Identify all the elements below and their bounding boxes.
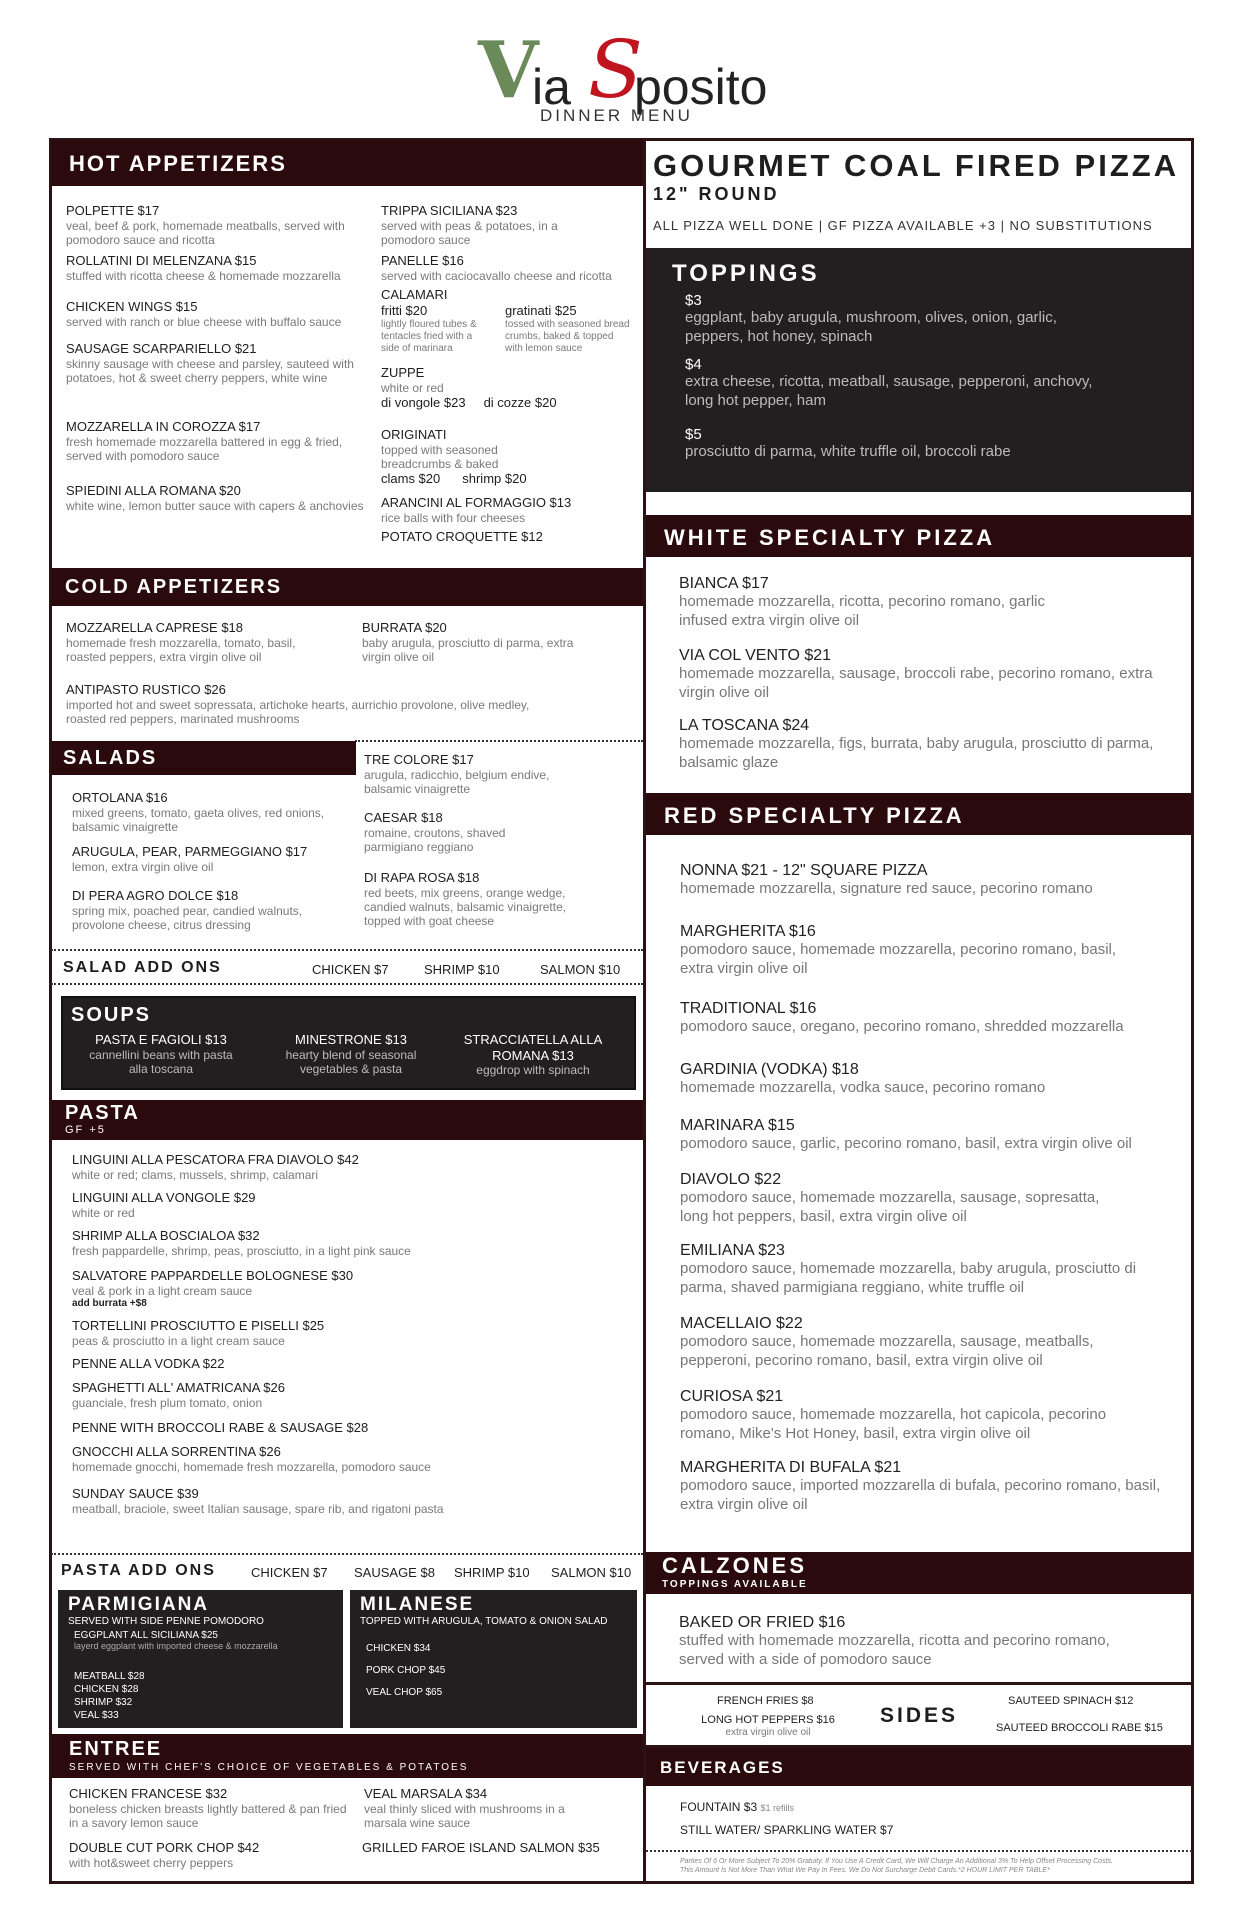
menu-item xyxy=(72,1420,502,1444)
originati-clams: clams $20 xyxy=(381,471,441,487)
menu-item xyxy=(381,495,631,529)
pasta-addon: SAUSAGE $8 xyxy=(354,1565,435,1580)
menu-item xyxy=(66,341,366,419)
parmigiana-box xyxy=(58,1590,343,1728)
menu-item xyxy=(66,483,366,513)
item-desc: stuffed with ricotta cheese & homemade mozzarella xyxy=(66,268,341,283)
calzones-subtitle: TOPPINGS AVAILABLE xyxy=(662,1579,808,1590)
item-name: SPAGHETTI ALL' AMATRICANA $26 xyxy=(72,1380,285,1395)
item-name: MOZZARELLA CAPRESE $18 xyxy=(66,620,244,635)
item-name: MARINARA $15 xyxy=(680,1117,795,1134)
item-name: ANTIPASTO RUSTICO $26 xyxy=(66,682,226,697)
item-name: ARANCINI AL FORMAGGIO $13 xyxy=(381,495,572,510)
salad-addons-title: SALAD ADD ONS xyxy=(63,959,222,976)
item-desc: pomodoro sauce, imported mozzarella di bufala, pecorino romano, basil, extra virgin olive oil xyxy=(680,1477,1161,1513)
item-desc: white wine, lemon butter sauce with capers & anchovies xyxy=(66,498,364,513)
pasta-addon: SALMON $10 xyxy=(551,1565,632,1580)
dotted-divider xyxy=(51,949,643,951)
item-name: CHICKEN FRANCESE $32 xyxy=(69,1786,228,1801)
menu-item xyxy=(66,299,366,341)
item-desc: peas & prosciutto in a light cream sauce xyxy=(72,1333,285,1348)
item-desc: homemade mozzarella, figs, burrata, baby arugula, prosciutto di parma, balsamic glaze xyxy=(679,735,1154,771)
milanese-box xyxy=(350,1590,637,1728)
item-name: TRE COLORE $17 xyxy=(364,752,474,767)
menu-item xyxy=(364,752,594,810)
parmigiana-first: EGGPLANT ALL SICILIANA $25 xyxy=(74,1630,218,1641)
menu-item xyxy=(72,1318,502,1356)
white-pizza-list xyxy=(679,574,1159,773)
soups-box xyxy=(61,996,636,1090)
item-name: SALVATORE PAPPARDELLE BOLOGNESE $30 xyxy=(72,1268,354,1283)
menu-item xyxy=(72,844,344,888)
item-name: DOUBLE CUT PORK CHOP $42 xyxy=(69,1840,260,1855)
item-name: GRILLED FAROE ISLAND SALMON $35 xyxy=(362,1840,600,1855)
fountain-item xyxy=(680,1800,794,1814)
item-desc: arugula, radicchio, belgium endive, balsamic vinaigrette xyxy=(364,767,550,796)
item-name: SHRIMP ALLA BOSCIALOA $32 xyxy=(72,1228,260,1243)
item-desc: stuffed with homemade mozzarella, ricotta and pecorino romano, served with a side of pomodoro sauce xyxy=(679,1632,1110,1668)
menu-item xyxy=(362,620,602,664)
menu-item xyxy=(364,870,594,929)
milanese-title: MILANESE xyxy=(360,1594,475,1615)
item-desc: pomodoro sauce, homemade mozzarella, hot capicola, pecorino romano, Mike's Hot Honey, basil, extra virgin olive oil xyxy=(680,1406,1107,1442)
item-name: DIAVOLO $22 xyxy=(680,1171,782,1188)
add-burrata: add burrata +$8 xyxy=(72,1297,147,1309)
logo-v: V xyxy=(478,25,539,116)
item-name: VEAL MARSALA $34 xyxy=(364,1786,488,1801)
menu-item xyxy=(680,1116,1170,1170)
fine-print-line: This Amount Is Not More Than What We Pay In Fees. We Do Not Surcharge Debit Cards.*2 HOUR LIMIT PER TABLE* xyxy=(680,1867,1050,1875)
dotted-divider xyxy=(51,983,643,985)
item-name: FOUNTAIN $3 xyxy=(680,1800,758,1814)
menu-item xyxy=(72,1380,502,1420)
menu-item xyxy=(680,1170,1170,1241)
item-name: BIANCA $17 xyxy=(679,575,769,592)
parmigiana-item: SHRIMP $32 xyxy=(74,1697,133,1708)
calzones-title: CALZONES xyxy=(662,1553,807,1578)
item-name: BURRATA $20 xyxy=(362,620,447,635)
item-name: DI RAPA ROSA $18 xyxy=(364,870,480,885)
menu-item xyxy=(381,253,631,287)
item-name: SPIEDINI ALLA ROMANA $20 xyxy=(66,483,241,498)
item-name: STRACCIATELLA ALLA ROMANA $13 xyxy=(463,1032,603,1063)
item-name: PASTA E FAGIOLI $13 xyxy=(95,1032,227,1047)
red-pizza-header xyxy=(646,793,1192,835)
topping-list: prosciutto di parma, white truffle oil, broccoli rabe xyxy=(685,443,1011,460)
logo-ia: ia xyxy=(532,59,571,115)
menu-item xyxy=(72,1356,502,1380)
item-name: LA TOSCANA $24 xyxy=(679,717,810,734)
topping-tier xyxy=(685,426,1115,462)
item-desc: red beets, mix greens, orange wedge, candied walnuts, balsamic vinaigrette, topped with goat cheese xyxy=(364,885,567,929)
item-name: PENNE ALLA VODKA $22 xyxy=(72,1356,225,1371)
menu-item xyxy=(679,574,1159,646)
item-desc: veal, beef & pork, homemade meatballs, served with pomodoro sauce and ricotta xyxy=(66,218,345,247)
item-name: LINGUINI ALLA VONGOLE $29 xyxy=(72,1190,256,1205)
menu-item xyxy=(66,682,536,726)
logo-s: S xyxy=(588,23,643,116)
item-desc: fresh pappardelle, shrimp, peas, prosciutto, in a light pink sauce xyxy=(72,1243,411,1258)
pizza-note: ALL PIZZA WELL DONE | GF PIZZA AVAILABLE +3 | NO SUBSTITUTIONS xyxy=(653,218,1153,233)
item-desc: served with peas & potatoes, in a pomodoro sauce xyxy=(381,218,558,247)
item-name: LONG HOT PEPPERS $16 xyxy=(701,1714,835,1726)
menu-item xyxy=(680,922,1170,999)
menu-item xyxy=(66,253,366,299)
salad-addon: SHRIMP $10 xyxy=(424,962,500,977)
fine-print-line: Parties Of 6 Or More Subject To 20% Gratuity. If You Use A Credit Card, We Will Charge An Additional 3% To Help Offset Processing Costs. xyxy=(680,1858,1113,1865)
item-desc: served with caciocavallo cheese and ricotta xyxy=(381,268,612,283)
item-desc: white or red xyxy=(72,1205,135,1220)
pasta-subtitle: GF +5 xyxy=(65,1124,106,1136)
menu-item xyxy=(72,1268,502,1318)
menu-item xyxy=(72,1228,502,1268)
fritti-desc: lightly floured tubes & tentacles fried with a side of marinara xyxy=(381,318,477,354)
pizza-round: 12" ROUND xyxy=(653,184,780,204)
logo-rest: posito xyxy=(634,59,768,115)
menu-item xyxy=(679,716,1159,773)
beverages-title: BEVERAGES xyxy=(660,1758,785,1777)
item-desc: pomodoro sauce, garlic, pecorino romano, basil, extra virgin olive oil xyxy=(680,1135,1132,1153)
pasta-addon: SHRIMP $10 xyxy=(454,1565,530,1580)
dotted-divider xyxy=(51,1553,643,1555)
topping-tier xyxy=(685,292,1115,356)
parmigiana-first-desc: layerd eggplant with imported cheese & mozzarella xyxy=(74,1641,278,1651)
salads-header xyxy=(51,741,356,775)
menu-item xyxy=(679,646,1159,716)
item-name: MINESTRONE $13 xyxy=(295,1032,407,1047)
white-pizza-title: WHITE SPECIALTY PIZZA xyxy=(664,525,996,550)
parmigiana-item: CHICKEN $28 xyxy=(74,1684,139,1695)
topping-price: $3 xyxy=(685,292,702,309)
item-desc: white or red xyxy=(381,380,444,395)
soups-title: SOUPS xyxy=(71,1004,152,1026)
item-desc: pomodoro sauce, homemade mozzarella, sausage, sopresatta, long hot peppers, basil, extra virgin olive oil xyxy=(680,1189,1100,1225)
item-desc: pomodoro sauce, homemade mozzarella, sausage, meatballs, pepperoni, pecorino romano, basil, extra virgin olive oil xyxy=(680,1333,1094,1369)
salads-right-list xyxy=(364,752,594,929)
item-desc: homemade mozzarella, signature red sauce, pecorino romano xyxy=(680,880,1093,898)
item-desc: homemade mozzarella, vodka sauce, pecorino romano xyxy=(680,1079,1046,1097)
item-name: NONNA $21 - 12" SQUARE PIZZA xyxy=(680,862,928,879)
toppings-box xyxy=(646,248,1192,492)
white-pizza-header xyxy=(646,515,1192,557)
originati-item xyxy=(381,427,631,495)
potato-croquette: POTATO CROQUETTE $12 xyxy=(381,529,543,544)
item-desc: served with ranch or blue cheese with buffalo sauce xyxy=(66,314,342,329)
menu-item xyxy=(364,810,594,870)
item-desc: veal thinly sliced with mushrooms in a marsala wine sauce xyxy=(364,1801,565,1830)
milanese-item: PORK CHOP $45 xyxy=(366,1665,446,1676)
item-name: LINGUINI ALLA PESCATORA FRA DIAVOLO $42 xyxy=(72,1152,359,1167)
refills-note: $1 refills xyxy=(760,1803,794,1813)
topping-price: $5 xyxy=(685,426,702,443)
item-desc: pomodoro sauce, homemade mozzarella, baby arugula, prosciutto di parma, shaved parmigiana reggiano, white truffle oil xyxy=(680,1260,1137,1296)
parmigiana-item: MEATBALL $28 xyxy=(74,1671,145,1682)
pasta-header xyxy=(51,1100,643,1140)
item-desc: cannellini beans with pasta alla toscana xyxy=(89,1047,233,1076)
beverages-header xyxy=(646,1748,1192,1786)
item-desc: homemade fresh mozzarella, tomato, basil, roasted peppers, extra virgin olive oil xyxy=(66,635,296,664)
entree-header xyxy=(51,1734,643,1778)
item-desc: lemon, extra virgin olive oil xyxy=(72,859,214,874)
item-desc: spring mix, poached pear, candied walnuts, provolone cheese, citrus dressing xyxy=(72,903,303,932)
item-desc: boneless chicken breasts lightly battered & pan fried in a savory lemon sauce xyxy=(69,1801,347,1830)
item-desc: white or red; clams, mussels, shrimp, calamari xyxy=(72,1167,319,1182)
menu-item xyxy=(680,1314,1170,1387)
side-item: SAUTEED SPINACH $12 xyxy=(1008,1695,1134,1707)
item-name: TRIPPA SICILIANA $23 xyxy=(381,203,518,218)
milanese-item: CHICKEN $34 xyxy=(366,1643,431,1654)
item-name: ARUGULA, PEAR, PARMEGGIANO $17 xyxy=(72,844,308,859)
originati-shrimp: shrimp $20 xyxy=(462,471,527,487)
soup-item xyxy=(458,1032,608,1078)
menu-item xyxy=(679,1613,1159,1670)
soup-item xyxy=(81,1032,241,1076)
dotted-divider xyxy=(355,740,643,742)
item-name: CURIOSA $21 xyxy=(680,1388,784,1405)
topping-price: $4 xyxy=(685,356,702,373)
fine-print xyxy=(680,1857,1180,1875)
toppings-title: TOPPINGS xyxy=(672,260,820,287)
item-name: SAUSAGE SCARPARIELLO $21 xyxy=(66,341,257,356)
item-desc: baby arugula, prosciutto di parma, extra virgin olive oil xyxy=(362,635,574,664)
logo-subtitle: DINNER MENU xyxy=(540,106,693,125)
item-name: ORIGINATI xyxy=(381,427,447,442)
item-desc: fresh homemade mozzarella battered in egg & fried, served with pomodoro sauce xyxy=(66,434,343,463)
salad-addon: SALMON $10 xyxy=(540,962,621,977)
zuppe-item xyxy=(381,365,631,427)
cold-appetizers-header xyxy=(51,568,643,606)
item-name: SUNDAY SAUCE $39 xyxy=(72,1486,199,1501)
item-desc: hearty blend of seasonal vegetables & pasta xyxy=(285,1047,417,1076)
menu-item xyxy=(680,861,1170,922)
menu-item xyxy=(680,1458,1170,1515)
fritti-label: fritti $20 xyxy=(381,303,428,318)
parmigiana-item: VEAL $33 xyxy=(74,1710,119,1721)
section-divider xyxy=(646,1682,1192,1685)
pasta-list xyxy=(72,1152,502,1516)
hot-appetizers-header xyxy=(51,140,643,186)
item-name: ZUPPE xyxy=(381,365,425,380)
item-desc: topped with seasoned breadcrumbs & baked xyxy=(381,442,499,471)
item-desc: skinny sausage with cheese and parsley, sauteed with potatoes, hot & sweet cherry peppers, white wine xyxy=(66,356,354,385)
red-pizza-list xyxy=(680,861,1170,1515)
item-name: PENNE WITH BROCCOLI RABE & SAUSAGE $28 xyxy=(72,1420,369,1435)
sides-title: SIDES xyxy=(880,1704,959,1727)
item-name: ORTOLANA $16 xyxy=(72,790,168,805)
pizza-title: GOURMET COAL FIRED PIZZA xyxy=(653,148,1180,183)
item-name: POLPETTE $17 xyxy=(66,203,160,218)
menu-item xyxy=(362,1840,622,1856)
item-name: TORTELLINI PROSCIUTTO E PISELLI $25 xyxy=(72,1318,325,1333)
menu-item xyxy=(72,888,344,932)
gratinati-label: gratinati $25 xyxy=(505,303,577,318)
menu-item xyxy=(72,1486,452,1516)
parmigiana-subtitle: SERVED WITH SIDE PENNE POMODORO xyxy=(68,1616,264,1627)
hot-right-list xyxy=(381,203,631,545)
menu-item xyxy=(72,1190,502,1228)
menu-item xyxy=(680,1387,1170,1458)
pasta-addon: CHICKEN $7 xyxy=(251,1565,328,1580)
pasta-title: PASTA xyxy=(65,1102,140,1124)
milanese-subtitle: TOPPED WITH ARUGULA, TOMATO & ONION SALAD xyxy=(360,1616,608,1627)
item-name: GARDINIA (VODKA) $18 xyxy=(680,1061,859,1078)
salad-addon: CHICKEN $7 xyxy=(312,962,389,977)
cold-appetizers-title: COLD APPETIZERS xyxy=(65,576,283,598)
calzones-header xyxy=(646,1552,1192,1594)
item-desc: extra virgin olive oil xyxy=(725,1727,811,1739)
calamari-item xyxy=(381,287,631,365)
gratinati-desc: tossed with seasoned bread crumbs, baked & topped with lemon sauce xyxy=(505,318,630,354)
item-name: TRADITIONAL $16 xyxy=(680,1000,817,1017)
water-item: STILL WATER/ SPARKLING WATER $7 xyxy=(680,1823,894,1837)
item-name: MARGHERITA DI BUFALA $21 xyxy=(680,1459,902,1476)
menu-item xyxy=(72,790,344,844)
hot-appetizers-title: HOT APPETIZERS xyxy=(69,151,287,176)
entree-subtitle: SERVED WITH CHEF'S CHOICE OF VEGETABLES & POTATOES xyxy=(69,1762,469,1773)
logo xyxy=(0,18,1243,128)
hot-left-list xyxy=(66,203,366,513)
item-desc: meatball, braciole, sweet Italian sausage, spare rib, and rigatoni pasta xyxy=(72,1501,444,1516)
item-name: CAESAR $18 xyxy=(364,810,443,825)
item-desc: guanciale, fresh plum tomato, onion xyxy=(72,1395,263,1410)
menu-item xyxy=(72,1444,502,1486)
item-name: PANELLE $16 xyxy=(381,253,464,268)
menu-item xyxy=(680,999,1170,1060)
dotted-divider xyxy=(646,1850,1192,1852)
menu-item xyxy=(69,1840,349,1870)
item-name: GNOCCHI ALLA SORRENTINA $26 xyxy=(72,1444,281,1459)
menu-item xyxy=(680,1241,1170,1314)
salads-title: SALADS xyxy=(63,747,158,769)
topping-tier xyxy=(685,356,1115,426)
menu-item xyxy=(66,419,366,483)
menu-item xyxy=(69,1786,349,1830)
item-name: MACELLAIO $22 xyxy=(680,1315,803,1332)
entree-title: ENTREE xyxy=(69,1738,163,1760)
item-desc: with hot&sweet cherry peppers xyxy=(69,1855,234,1870)
menu-item xyxy=(364,1786,594,1830)
item-name: VIA COL VENTO $21 xyxy=(679,647,832,664)
parmigiana-title: PARMIGIANA xyxy=(68,1594,210,1615)
pasta-addons-title: PASTA ADD ONS xyxy=(61,1562,216,1579)
item-name: CALAMARI xyxy=(381,287,448,302)
topping-list: eggplant, baby arugula, mushroom, olives, onion, garlic, peppers, hot honey, spinach xyxy=(685,309,1057,345)
item-desc: homemade mozzarella, sausage, broccoli rabe, pecorino romano, extra virgin olive oil xyxy=(679,665,1153,701)
menu-item xyxy=(66,620,326,664)
menu-item xyxy=(381,203,631,253)
side-item: FRENCH FRIES $8 xyxy=(717,1695,814,1707)
item-name: MOZZARELLA IN COROZZA $17 xyxy=(66,419,261,434)
item-desc: pomodoro sauce, homemade mozzarella, pecorino romano, basil, extra virgin olive oil xyxy=(680,941,1117,977)
menu-item xyxy=(680,1060,1170,1116)
item-desc: pomodoro sauce, oregano, pecorino romano, shredded mozzarella xyxy=(680,1018,1124,1036)
item-desc: eggdrop with spinach xyxy=(476,1063,590,1078)
salads-left-list xyxy=(72,790,344,932)
side-item: SAUTEED BROCCOLI RABE $15 xyxy=(996,1722,1163,1734)
item-name: BAKED OR FRIED $16 xyxy=(679,1614,846,1631)
zuppe-cozze: di cozze $20 xyxy=(483,394,557,410)
soup-item xyxy=(271,1032,431,1076)
menu-item xyxy=(72,1152,502,1190)
item-name: MARGHERITA $16 xyxy=(680,923,816,940)
side-item xyxy=(688,1714,848,1739)
item-desc: veal & pork in a light cream sauce xyxy=(72,1283,253,1298)
item-name: ROLLATINI DI MELENZANA $15 xyxy=(66,253,257,268)
item-desc: rice balls with four cheeses xyxy=(381,510,526,525)
item-desc: romaine, croutons, shaved parmigiano reggiano xyxy=(364,825,506,854)
zuppe-vongole: di vongole $23 xyxy=(381,394,466,410)
item-desc: homemade gnocchi, homemade fresh mozzarella, pomodoro sauce xyxy=(72,1459,431,1474)
item-desc: imported hot and sweet sopressata, artichoke hearts, aurrichio provolone, olive medley, roasted red peppers, marinated mushrooms xyxy=(66,697,530,726)
topping-list: extra cheese, ricotta, meatball, sausage, pepperoni, anchovy, long hot pepper, ham xyxy=(685,373,1093,409)
item-name: CHICKEN WINGS $15 xyxy=(66,299,198,314)
milanese-item: VEAL CHOP $65 xyxy=(366,1687,443,1698)
item-desc: mixed greens, tomato, gaeta olives, red onions, balsamic vinaigrette xyxy=(72,805,325,834)
menu-item xyxy=(66,203,366,253)
item-desc: homemade mozzarella, ricotta, pecorino romano, garlic infused extra virgin olive oil xyxy=(679,593,1045,629)
red-pizza-title: RED SPECIALTY PIZZA xyxy=(664,803,965,828)
item-name: DI PERA AGRO DOLCE $18 xyxy=(72,888,239,903)
item-name: EMILIANA $23 xyxy=(680,1242,785,1259)
